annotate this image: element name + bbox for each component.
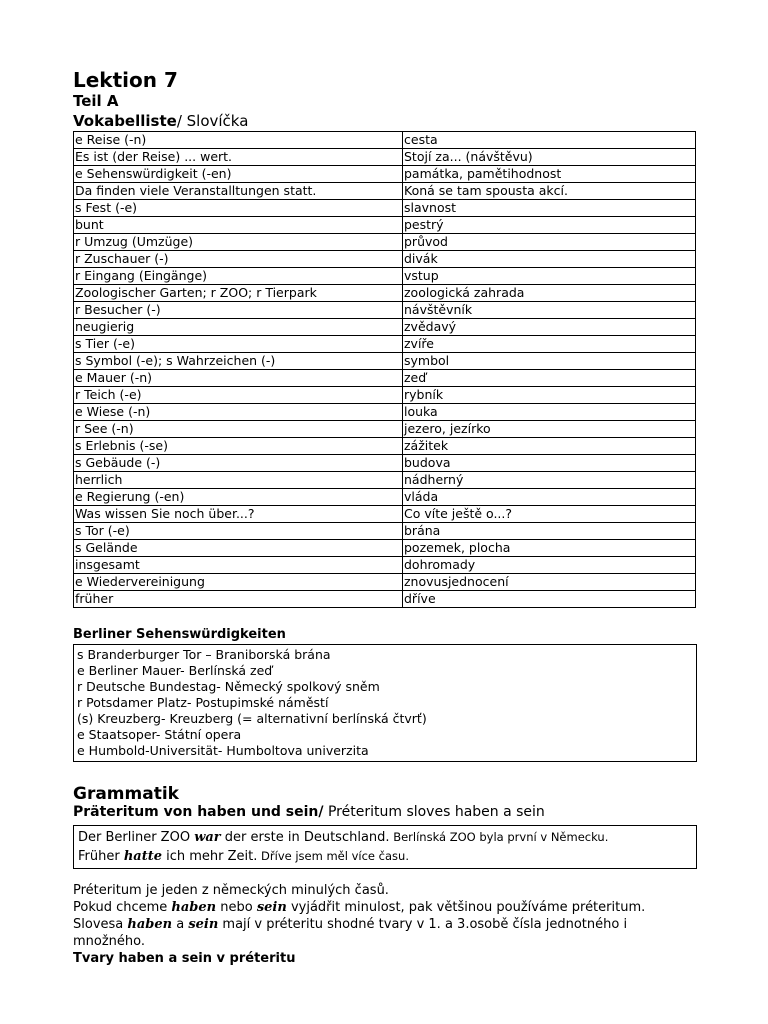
vocab-cz: nádherný bbox=[403, 472, 696, 489]
vocab-row bbox=[74, 217, 696, 234]
p3-haben: haben bbox=[127, 917, 173, 932]
ex1-post: der erste in Deutschland. bbox=[220, 830, 390, 845]
vocab-de: Es ist (der Reise) ... wert. bbox=[74, 149, 403, 166]
vocab-row bbox=[74, 404, 696, 421]
vocab-de: s Tier (-e) bbox=[74, 336, 403, 353]
ex2-cz: Dříve jsem měl více času. bbox=[257, 849, 409, 863]
ex1-cz: Berlínská ZOO byla první v Německu. bbox=[389, 830, 609, 844]
vocab-de: Da finden viele Veranstalltungen statt. bbox=[74, 183, 403, 200]
sight-item: e Humbold-Universität- Humboltova univerzita bbox=[77, 743, 369, 758]
vocab-de: r Eingang (Eingänge) bbox=[74, 268, 403, 285]
vocab-cz: zeď bbox=[403, 370, 696, 387]
vocab-de: früher bbox=[74, 591, 403, 608]
vocab-cz: jezero, jezírko bbox=[403, 421, 696, 438]
para-line-4: Tvary haben a sein v préteritu bbox=[73, 951, 296, 966]
vocab-cz: symbol bbox=[403, 353, 696, 370]
vocab-de: r Zuschauer (-) bbox=[74, 251, 403, 268]
p2-b: nebo bbox=[216, 900, 257, 915]
vocab-row bbox=[74, 319, 696, 336]
vocab-row bbox=[74, 353, 696, 370]
ex1-pre: Der Berliner ZOO bbox=[78, 830, 195, 845]
vocab-row bbox=[74, 455, 696, 472]
sights-title: Berliner Sehenswürdigkeiten bbox=[73, 627, 286, 642]
vocab-row bbox=[74, 438, 696, 455]
vocab-de: herrlich bbox=[74, 472, 403, 489]
vocab-cz: rybník bbox=[403, 387, 696, 404]
vocab-cz: zážitek bbox=[403, 438, 696, 455]
ex2-verb: hatte bbox=[123, 849, 162, 864]
vocab-row bbox=[74, 421, 696, 438]
vocab-de: neugierig bbox=[74, 319, 403, 336]
vocab-row bbox=[74, 234, 696, 251]
p2-haben: haben bbox=[171, 900, 217, 915]
vocab-title bbox=[73, 111, 697, 131]
vocab-cz: pestrý bbox=[403, 217, 696, 234]
vocab-cz: Co víte ještě o...? bbox=[403, 506, 696, 523]
vocab-de: r Teich (-e) bbox=[74, 387, 403, 404]
vocab-row bbox=[74, 387, 696, 404]
vocab-row bbox=[74, 285, 696, 302]
p3-sein: sein bbox=[188, 917, 219, 932]
vocab-de: s Fest (-e) bbox=[74, 200, 403, 217]
vocab-title-cz: / Slovíčka bbox=[176, 112, 249, 130]
vocab-de: s Gebäude (-) bbox=[74, 455, 403, 472]
vocab-de: s Erlebnis (-se) bbox=[74, 438, 403, 455]
vocab-row bbox=[74, 251, 696, 268]
sight-item: r Deutsche Bundestag- Německý spolkový sněm bbox=[77, 679, 380, 694]
vocab-de: e Mauer (-n) bbox=[74, 370, 403, 387]
sight-item: e Berliner Mauer- Berlínská zeď bbox=[77, 663, 273, 678]
sights-box bbox=[73, 644, 697, 762]
vocab-de: s Tor (-e) bbox=[74, 523, 403, 540]
vocab-cz: památka, pamětihodnost bbox=[403, 166, 696, 183]
vocab-row bbox=[74, 574, 696, 591]
vocab-cz: vstup bbox=[403, 268, 696, 285]
vocab-row bbox=[74, 200, 696, 217]
p3-b: a bbox=[172, 917, 189, 932]
vocab-de: s Gelände bbox=[74, 540, 403, 557]
vocab-row bbox=[74, 166, 696, 183]
vocab-row bbox=[74, 472, 696, 489]
vocab-cz: cesta bbox=[403, 132, 696, 149]
vocab-cz: dříve bbox=[403, 591, 696, 608]
para-line-1: Préteritum je jeden z německých minulých časů. bbox=[73, 883, 389, 898]
vocab-de: r Besucher (-) bbox=[74, 302, 403, 319]
example-line-2 bbox=[78, 847, 692, 866]
vocab-title-de: Vokabelliste bbox=[73, 112, 177, 130]
vocab-cz: dohromady bbox=[403, 557, 696, 574]
vocab-cz: zvědavý bbox=[403, 319, 696, 336]
vocab-table bbox=[73, 131, 696, 608]
vocab-de: e Sehenswürdigkeit (-en) bbox=[74, 166, 403, 183]
vocab-cz: Koná se tam spousta akcí. bbox=[403, 183, 696, 200]
grammar-explanation bbox=[73, 882, 697, 967]
ex2-pre: Früher bbox=[78, 849, 124, 864]
document-page bbox=[73, 68, 697, 967]
vocab-row bbox=[74, 523, 696, 540]
para-line-3 bbox=[73, 916, 697, 950]
vocab-row bbox=[74, 591, 696, 608]
vocab-de: e Regierung (-en) bbox=[74, 489, 403, 506]
vocab-cz: vláda bbox=[403, 489, 696, 506]
part-title: Teil A bbox=[73, 92, 119, 110]
vocab-de: e Wiese (-n) bbox=[74, 404, 403, 421]
vocab-cz: brána bbox=[403, 523, 696, 540]
vocab-cz: zvíře bbox=[403, 336, 696, 353]
sight-item: (s) Kreuzberg- Kreuzberg (= alternativní berlínská čtvrť) bbox=[77, 711, 427, 726]
vocab-cz: budova bbox=[403, 455, 696, 472]
vocab-row bbox=[74, 489, 696, 506]
vocab-row bbox=[74, 183, 696, 200]
vocab-de: e Wiedervereinigung bbox=[74, 574, 403, 591]
example-line-1 bbox=[78, 828, 692, 847]
vocab-cz: pozemek, plocha bbox=[403, 540, 696, 557]
vocab-cz: Stojí za... (návštěvu) bbox=[403, 149, 696, 166]
ex1-verb: war bbox=[194, 830, 221, 845]
vocab-row bbox=[74, 370, 696, 387]
vocab-row bbox=[74, 336, 696, 353]
vocab-de: s Symbol (-e); s Wahrzeichen (-) bbox=[74, 353, 403, 370]
p3-a: Slovesa bbox=[73, 917, 128, 932]
p2-c: vyjádřit minulost, pak většinou používáme préteritum. bbox=[286, 900, 646, 915]
vocab-row bbox=[74, 268, 696, 285]
vocab-de: Zoologischer Garten; r ZOO; r Tierpark bbox=[74, 285, 403, 302]
sight-item: s Branderburger Tor – Braniborská brána bbox=[77, 647, 331, 662]
p2-sein: sein bbox=[256, 900, 287, 915]
sight-item: r Potsdamer Platz- Postupimské náměstí bbox=[77, 695, 329, 710]
vocab-cz: průvod bbox=[403, 234, 696, 251]
grammar-subtitle-de: Präteritum von haben und sein/ bbox=[73, 804, 324, 820]
vocab-cz: divák bbox=[403, 251, 696, 268]
ex2-post: ich mehr Zeit. bbox=[162, 849, 258, 864]
p3-c: mají v préteritu shodné tvary v 1. a 3.osobě čísla jednotného i množného. bbox=[73, 917, 628, 949]
grammar-subtitle-cz: Préteritum sloves haben a sein bbox=[323, 804, 545, 820]
lesson-title: Lektion 7 bbox=[73, 68, 178, 92]
vocab-row bbox=[74, 540, 696, 557]
vocab-de: r See (-n) bbox=[74, 421, 403, 438]
example-box bbox=[73, 825, 697, 869]
vocab-row bbox=[74, 149, 696, 166]
p2-a: Pokud chceme bbox=[73, 900, 172, 915]
vocab-de: bunt bbox=[74, 217, 403, 234]
vocab-row bbox=[74, 302, 696, 319]
vocab-cz: zoologická zahrada bbox=[403, 285, 696, 302]
vocab-cz: slavnost bbox=[403, 200, 696, 217]
vocab-cz: znovusjednocení bbox=[403, 574, 696, 591]
vocab-de: Was wissen Sie noch über...? bbox=[74, 506, 403, 523]
vocab-row bbox=[74, 132, 696, 149]
grammar-title: Grammatik bbox=[73, 784, 179, 804]
vocab-row bbox=[74, 557, 696, 574]
vocab-cz: louka bbox=[403, 404, 696, 421]
sight-item: e Staatsoper- Státní opera bbox=[77, 727, 242, 742]
vocab-de: e Reise (-n) bbox=[74, 132, 403, 149]
para-line-2 bbox=[73, 899, 697, 916]
vocab-de: r Umzug (Umzüge) bbox=[74, 234, 403, 251]
vocab-cz: návštěvník bbox=[403, 302, 696, 319]
vocab-row bbox=[74, 506, 696, 523]
vocab-de: insgesamt bbox=[74, 557, 403, 574]
grammar-subtitle bbox=[73, 804, 697, 821]
